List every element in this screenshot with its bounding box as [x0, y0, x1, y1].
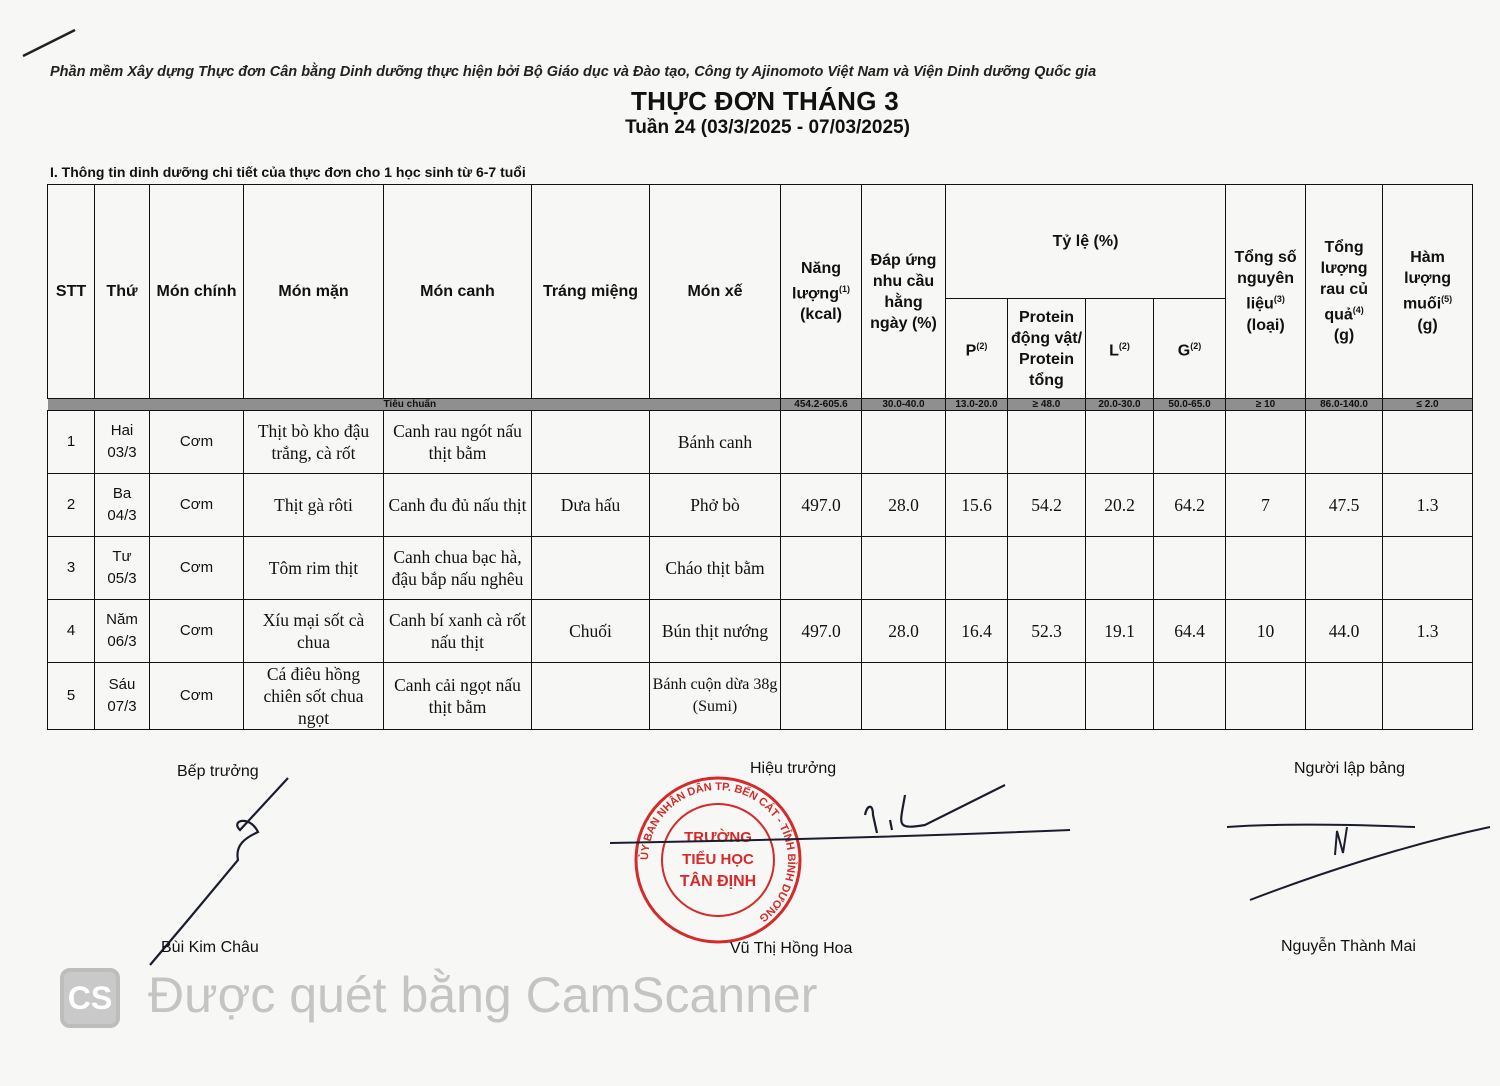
section-heading: I. Thông tin dinh dưỡng chi tiết của thực đơn cho 1 học sinh từ 6-7 tuổi: [50, 164, 526, 180]
stamp-line-1: TRƯỜNG: [684, 829, 752, 846]
cell-mon-xe: Bánh canh: [650, 411, 781, 474]
cell-trang-mieng: Dưa hấu: [532, 474, 650, 537]
cell-nang-luong: [781, 537, 862, 600]
page-title: THỰC ĐƠN THÁNG 3: [630, 86, 900, 116]
standard-p: 13.0-20.0: [946, 399, 1008, 411]
standard-blank: [244, 399, 384, 411]
signature-name-preparer: Nguyễn Thành Mai: [1281, 938, 1416, 955]
cell-l: 20.2: [1086, 474, 1154, 537]
cell-thu-date: 06/3: [107, 633, 137, 650]
cell-stt: 2: [48, 474, 95, 537]
signature-name-kitchen: Bùi Kim Châu: [161, 939, 259, 956]
cell-p: [946, 537, 1008, 600]
cell-rau: [1306, 411, 1383, 474]
header-muoi-label: Hàm lượng muối: [1402, 249, 1452, 313]
footnote-1: (1): [838, 283, 850, 294]
cell-nguyen-lieu: [1226, 537, 1306, 600]
stamp-ring-text: ỦY BAN NHÂN DÂN TP. BẾN CÁT - TỈNH BÌNH DƯƠNG: [638, 780, 798, 925]
footnote-2-p: (2): [976, 340, 988, 351]
cell-nguyen-lieu: [1226, 663, 1306, 730]
cell-stt: 5: [48, 663, 95, 730]
cell-muoi: 1.3: [1383, 474, 1473, 537]
cell-l: [1086, 537, 1154, 600]
signature-principal: [605, 775, 1075, 865]
camscanner-watermark: [60, 964, 860, 1034]
header-ty-le: Tỷ lệ (%): [946, 185, 1226, 299]
standard-blank: [532, 399, 650, 411]
cell-mon-canh: Canh đu đủ nấu thịt: [384, 474, 532, 537]
cell-mon-chinh: Cơm: [150, 411, 244, 474]
cell-thu-day: Năm: [106, 611, 138, 628]
camscanner-logo-icon: CS: [60, 968, 120, 1028]
header-p-label: P: [965, 342, 977, 360]
standard-blank: [650, 399, 781, 411]
table-row: [48, 663, 1473, 730]
signature-name-principal: Vũ Thị Hồng Hoa: [730, 940, 853, 957]
cell-trang-mieng: [532, 663, 650, 730]
header-dap-ung: Đáp ứng nhu cầu hằng ngày (%): [862, 185, 946, 399]
cell-trang-mieng: Chuối: [532, 600, 650, 663]
header-g: [1154, 299, 1226, 399]
table-row: [48, 537, 1473, 600]
cell-thu-date: 03/3: [107, 444, 137, 461]
stamp-line-3: TÂN ĐỊNH: [679, 873, 757, 890]
menu-table: [47, 184, 1473, 730]
cell-nguyen-lieu: 7: [1226, 474, 1306, 537]
cell-rau: 47.5: [1306, 474, 1383, 537]
cell-stt: 3: [48, 537, 95, 600]
cell-mon-man: Thịt bò kho đậu trắng, cà rốt: [244, 411, 384, 474]
cell-protein: [1008, 537, 1086, 600]
cell-stt: 4: [48, 600, 95, 663]
cell-nguyen-lieu: [1226, 411, 1306, 474]
standard-blank: [95, 399, 150, 411]
cell-nang-luong: [781, 411, 862, 474]
standard-muoi: ≤ 2.0: [1383, 399, 1473, 411]
cell-thu-day: Sáu: [108, 676, 136, 693]
cell-p: 16.4: [946, 600, 1008, 663]
cell-mon-canh: Canh bí xanh cà rốt nấu thịt: [384, 600, 532, 663]
header-trang-mieng: Tráng miệng: [532, 185, 650, 399]
header-mon-chinh: Món chính: [150, 185, 244, 399]
signature-title-principal: Hiệu trưởng: [750, 760, 837, 777]
header-tong-rau-unit: (g): [1333, 327, 1355, 345]
cell-mon-chinh: Cơm: [150, 663, 244, 730]
cell-mon-man: Thịt gà rôti: [244, 474, 384, 537]
cell-mon-man: Xíu mại sốt cà chua: [244, 600, 384, 663]
cell-mon-xe: Phở bò: [650, 474, 781, 537]
cell-thu-day: Hai: [110, 422, 134, 439]
header-protein: Protein động vật/ Protein tổng: [1008, 299, 1086, 399]
header-stt: STT: [48, 185, 95, 399]
cell-mon-man: Tôm rim thịt: [244, 537, 384, 600]
footnote-2-g: (2): [1190, 340, 1202, 351]
cell-mon-man: Cá điêu hồng chiên sốt chua ngọt: [244, 663, 384, 730]
header-g-label: G: [1177, 342, 1191, 360]
cell-nang-luong: [781, 663, 862, 730]
cell-mon-xe: Cháo thịt bằm: [650, 537, 781, 600]
cell-thu: [95, 537, 150, 600]
standard-blank: [48, 399, 95, 411]
header-muoi-unit: (g): [1417, 316, 1438, 334]
pen-mark: [20, 22, 80, 62]
cell-p: [946, 411, 1008, 474]
stamp-line-2: TIỂU HỌC: [682, 851, 754, 868]
footnote-5: (5): [1441, 294, 1453, 305]
header-tong-nguyen-lieu: [1226, 185, 1306, 399]
signature-title-preparer: Người lập bảng: [1294, 760, 1406, 777]
cell-mon-chinh: Cơm: [150, 474, 244, 537]
cell-thu: [95, 663, 150, 730]
header-l-label: L: [1109, 342, 1119, 360]
standard-blank: [150, 399, 244, 411]
table-row: [48, 600, 1473, 663]
standard-g: 50.0-65.0: [1154, 399, 1226, 411]
cell-protein: [1008, 663, 1086, 730]
header-nang-luong: [781, 185, 862, 399]
cell-g: [1154, 663, 1226, 730]
cell-muoi: [1383, 537, 1473, 600]
table-row: [48, 474, 1473, 537]
cell-mon-canh: Canh chua bạc hà, đậu bắp nấu nghêu: [384, 537, 532, 600]
cell-mon-xe: Bánh cuộn dừa 38g (Sumi): [650, 663, 781, 730]
cell-l: [1086, 663, 1154, 730]
header-p: [946, 299, 1008, 399]
cell-thu-date: 05/3: [107, 570, 137, 587]
header-tong-rau: [1306, 185, 1383, 399]
cell-thu: [95, 411, 150, 474]
header-nang-luong-unit: (kcal): [800, 306, 842, 324]
header-l: [1086, 299, 1154, 399]
cell-rau: [1306, 537, 1383, 600]
cell-thu-date: 04/3: [107, 507, 137, 524]
header-nang-luong-label: Năng lượng: [792, 259, 841, 303]
standard-label: Tiêu chuẩn: [384, 399, 532, 411]
cell-l: 19.1: [1086, 600, 1154, 663]
header-mon-canh: Món canh: [384, 185, 532, 399]
software-banner: Phần mềm Xây dựng Thực đơn Cân bằng Dinh dưỡng thực hiện bởi Bộ Giáo dục và Đào tạo, Công ty Ajinomoto Việt Nam và Viện Dinh dưỡng Quốc gia: [50, 64, 1097, 80]
header-muoi: [1383, 185, 1473, 399]
cell-muoi: 1.3: [1383, 600, 1473, 663]
cell-mon-chinh: Cơm: [150, 537, 244, 600]
header-mon-xe: Món xế: [650, 185, 781, 399]
standard-dap-ung: 30.0-40.0: [862, 399, 946, 411]
cell-mon-xe: Bún thịt nướng: [650, 600, 781, 663]
cell-rau: [1306, 663, 1383, 730]
standard-row: [48, 399, 1473, 411]
footnote-2-l: (2): [1118, 340, 1130, 351]
standard-nguyen-lieu: ≥ 10: [1226, 399, 1306, 411]
cell-dap-ung: [862, 411, 946, 474]
cell-dap-ung: [862, 663, 946, 730]
cell-muoi: [1383, 663, 1473, 730]
cell-protein: [1008, 411, 1086, 474]
footnote-4: (4): [1352, 304, 1364, 315]
cell-stt: 1: [48, 411, 95, 474]
footnote-3: (3): [1273, 294, 1285, 305]
cell-nang-luong: 497.0: [781, 474, 862, 537]
cell-trang-mieng: [532, 411, 650, 474]
signature-preparer: [1225, 815, 1495, 905]
cell-thu-day: Ba: [112, 485, 132, 502]
cell-mon-canh: Canh rau ngót nấu thịt bằm: [384, 411, 532, 474]
standard-rau: 86.0-140.0: [1306, 399, 1383, 411]
header-tong-rau-label: Tổng lượng rau củ quả: [1320, 238, 1369, 324]
cell-nguyen-lieu: 10: [1226, 600, 1306, 663]
cell-l: [1086, 411, 1154, 474]
cell-muoi: [1383, 411, 1473, 474]
table-row: [48, 411, 1473, 474]
cell-dap-ung: 28.0: [862, 474, 946, 537]
cell-trang-mieng: [532, 537, 650, 600]
cell-g: [1154, 411, 1226, 474]
cell-g: [1154, 537, 1226, 600]
header-tong-nguyen-lieu-label: Tổng số nguyên liệu: [1234, 249, 1297, 313]
week-subtitle: Tuần 24 (03/3/2025 - 07/03/2025): [625, 117, 910, 138]
cell-mon-chinh: Cơm: [150, 600, 244, 663]
header-tong-nguyen-lieu-unit: (loại): [1246, 316, 1285, 334]
cell-dap-ung: 28.0: [862, 600, 946, 663]
signature-title-kitchen: Bếp trưởng: [177, 763, 259, 780]
camscanner-text: Được quét bằng CamScanner: [148, 967, 818, 1023]
standard-nang-luong: 454.2-605.6: [781, 399, 862, 411]
cell-mon-canh: Canh cải ngọt nấu thịt bằm: [384, 663, 532, 730]
header-mon-man: Món mặn: [244, 185, 384, 399]
cell-thu: [95, 474, 150, 537]
cell-nang-luong: 497.0: [781, 600, 862, 663]
cell-thu: [95, 600, 150, 663]
header-thu: Thứ: [95, 185, 150, 399]
cell-protein: 54.2: [1008, 474, 1086, 537]
cell-thu-date: 07/3: [107, 698, 137, 715]
cell-rau: 44.0: [1306, 600, 1383, 663]
cell-p: 15.6: [946, 474, 1008, 537]
cell-protein: 52.3: [1008, 600, 1086, 663]
standard-protein: ≥ 48.0: [1008, 399, 1086, 411]
cell-thu-day: Tư: [112, 548, 132, 565]
cell-g: 64.4: [1154, 600, 1226, 663]
cell-p: [946, 663, 1008, 730]
cell-dap-ung: [862, 537, 946, 600]
standard-l: 20.0-30.0: [1086, 399, 1154, 411]
cell-g: 64.2: [1154, 474, 1226, 537]
